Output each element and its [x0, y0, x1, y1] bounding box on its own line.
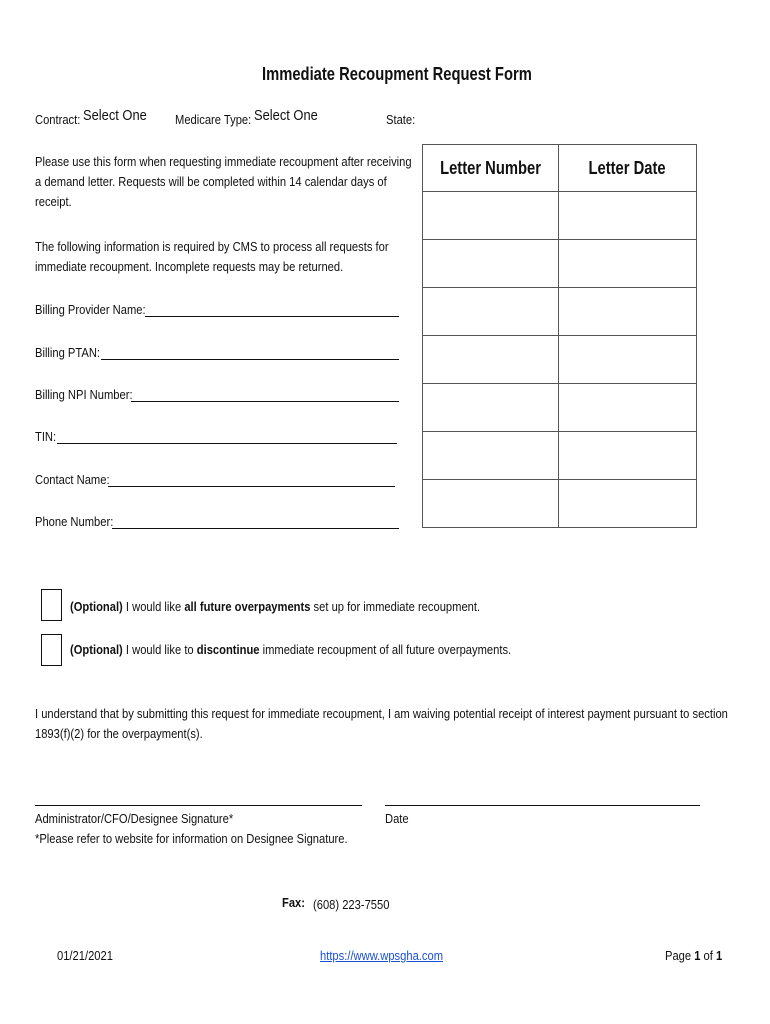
- billing-provider-name-label: Billing Provider Name:: [35, 302, 146, 317]
- optional-bold-text: discontinue: [196, 642, 260, 657]
- date-label: Date: [385, 811, 409, 826]
- billing-npi-input[interactable]: [131, 389, 399, 402]
- table-row: [423, 432, 697, 480]
- optional-future-overpayments-text: [70, 599, 480, 614]
- page-prefix: Page: [665, 948, 695, 963]
- signature-line[interactable]: [35, 804, 362, 806]
- footer-date: 01/21/2021: [57, 948, 113, 963]
- contact-name-field[interactable]: [35, 472, 395, 487]
- letter-table: [422, 144, 697, 528]
- optional-discontinue-text: [70, 642, 511, 657]
- phone-number-field[interactable]: [35, 514, 399, 529]
- billing-ptan-label: Billing PTAN:: [35, 345, 101, 360]
- waiver-line-1: I understand that by submitting this request for immediate recoupment, I am waiving potential receipt of interest payment pursuant to section: [35, 706, 728, 721]
- tin-input[interactable]: [57, 431, 397, 444]
- contact-name-label: Contact Name:: [35, 472, 110, 487]
- letter-date-cell[interactable]: [559, 240, 697, 288]
- waiver-line-2: 1893(f)(2) for the overpayment(s).: [35, 726, 203, 741]
- letter-number-cell[interactable]: [423, 480, 559, 528]
- letter-number-cell[interactable]: [423, 432, 559, 480]
- letter-number-header: Letter Number: [423, 145, 559, 192]
- letter-date-cell[interactable]: [559, 336, 697, 384]
- tin-field[interactable]: [35, 429, 397, 444]
- required-line-1: The following information is required by CMS to process all requests for: [35, 239, 389, 254]
- contact-name-input[interactable]: [108, 474, 395, 487]
- page-total: 1: [715, 948, 723, 963]
- table-row: [423, 384, 697, 432]
- phone-number-label: Phone Number:: [35, 514, 114, 529]
- optional-future-overpayments-checkbox[interactable]: [41, 589, 62, 621]
- fax-number: (608) 223-7550: [313, 897, 390, 912]
- optional-text: I would like to: [122, 642, 197, 657]
- page-indicator: [665, 948, 722, 963]
- billing-provider-name-field[interactable]: [35, 302, 399, 317]
- letter-number-cell[interactable]: [423, 240, 559, 288]
- waiver-paragraph: [35, 704, 728, 744]
- letter-date-cell[interactable]: [559, 192, 697, 240]
- page-number: 1: [694, 948, 701, 963]
- table-row: [423, 288, 697, 336]
- phone-number-input[interactable]: [112, 516, 399, 529]
- tin-label: TIN:: [35, 429, 57, 444]
- fax-label: Fax:: [282, 895, 305, 910]
- optional-prefix: (Optional): [70, 642, 123, 657]
- intro-line-3: receipt.: [35, 194, 72, 209]
- required-paragraph: [35, 237, 389, 277]
- optional-bold-text: all future overpayments: [184, 599, 311, 614]
- optional-discontinue-checkbox[interactable]: [41, 634, 62, 666]
- contract-select[interactable]: Select One: [83, 107, 147, 124]
- table-row: [423, 336, 697, 384]
- optional-text: set up for immediate recoupment.: [310, 599, 481, 614]
- footer-website-link[interactable]: https://www.wpsgha.com: [320, 948, 444, 963]
- signature-note: *Please refer to website for information on Designee Signature.: [35, 831, 348, 846]
- letter-date-header: Letter Date: [559, 145, 697, 192]
- signature-label: Administrator/CFO/Designee Signature*: [35, 811, 234, 826]
- letter-date-cell[interactable]: [559, 480, 697, 528]
- optional-prefix: (Optional): [70, 599, 123, 614]
- letter-date-cell[interactable]: [559, 432, 697, 480]
- billing-npi-field[interactable]: [35, 387, 399, 402]
- date-line[interactable]: [385, 804, 700, 806]
- medicare-type-select[interactable]: Select One: [254, 107, 318, 124]
- billing-npi-label: Billing NPI Number:: [35, 387, 133, 402]
- table-row: [423, 480, 697, 528]
- billing-provider-name-input[interactable]: [145, 304, 399, 317]
- intro-line-1: Please use this form when requesting immediate recoupment after receiving: [35, 154, 412, 169]
- intro-line-2: a demand letter. Requests will be completed within 14 calendar days of: [35, 174, 387, 189]
- table-row: [423, 192, 697, 240]
- letter-date-cell[interactable]: [559, 384, 697, 432]
- letter-number-cell[interactable]: [423, 384, 559, 432]
- state-label: State:: [386, 112, 416, 127]
- form-title: Immediate Recoupment Request Form: [262, 64, 532, 84]
- page-of: of: [700, 948, 716, 963]
- billing-ptan-field[interactable]: [35, 345, 399, 360]
- letter-number-cell[interactable]: [423, 192, 559, 240]
- contract-label: Contract:: [35, 112, 81, 127]
- medicare-type-label: Medicare Type:: [175, 112, 252, 127]
- letter-number-cell[interactable]: [423, 288, 559, 336]
- letter-table-header: [423, 145, 697, 192]
- letter-number-cell[interactable]: [423, 336, 559, 384]
- intro-paragraph: [35, 152, 412, 212]
- optional-text: immediate recoupment of all future overpayments.: [259, 642, 512, 657]
- table-row: [423, 240, 697, 288]
- required-line-2: immediate recoupment. Incomplete requests may be returned.: [35, 259, 344, 274]
- optional-text: I would like: [122, 599, 185, 614]
- billing-ptan-input[interactable]: [101, 347, 399, 360]
- letter-date-cell[interactable]: [559, 288, 697, 336]
